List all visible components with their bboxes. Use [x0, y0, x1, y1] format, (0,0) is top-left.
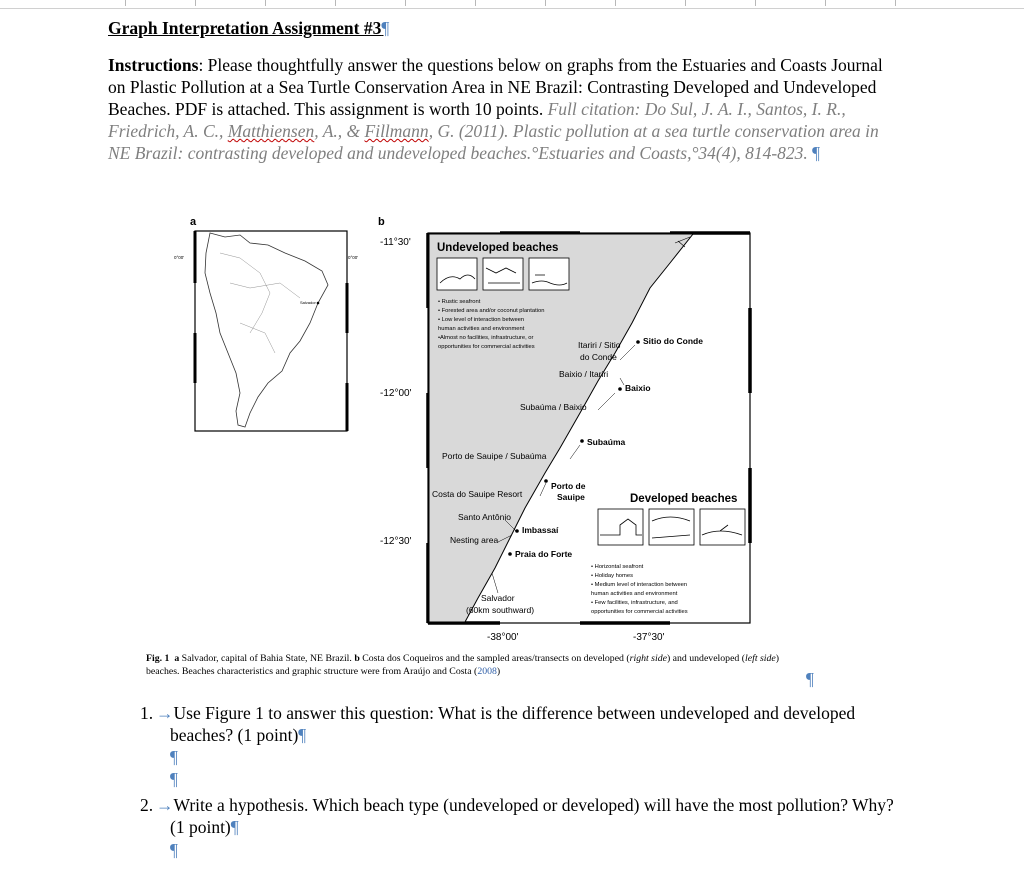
svg-text:Sitio do Conde: Sitio do Conde [643, 336, 703, 346]
developed-icons [598, 509, 745, 545]
svg-text:Salvador: Salvador [481, 593, 515, 603]
panel-b-label: b [378, 216, 385, 228]
svg-text:• Holiday homes: • Holiday homes [591, 573, 633, 579]
svg-text:Subaúma: Subaúma [587, 437, 626, 447]
panel-a-label: a [190, 216, 197, 228]
figure-1 [150, 213, 795, 651]
svg-text:• Rustic seafront: • Rustic seafront [438, 299, 481, 305]
svg-text:human activities and environme: human activities and environment [591, 591, 678, 597]
svg-text:• Medium level of interaction: • Medium level of interaction between [591, 582, 688, 588]
document-title: Graph Interpretation Assignment #3¶ [108, 18, 390, 38]
svg-text:Santo Antônio: Santo Antônio [458, 512, 511, 522]
svg-text:human activities and environme: human activities and environment [438, 326, 525, 332]
pilcrow: ¶ [170, 840, 178, 860]
svg-text:• Few facilities, infrastructu: • Few facilities, infrastructure, and [591, 600, 678, 606]
pilcrow: ¶ [170, 769, 178, 789]
svg-text:Nesting area: Nesting area [450, 535, 499, 545]
svg-text:•Almost no facilities, infrast: •Almost no facilities, infrastructure, or [438, 335, 534, 341]
citation: Full citation: Do Sul, J. A. I., Santos, I. R., Friedrich, A. C., Matthiensen, A., & Fillmann, G. (2011). Plastic pollution at a sea turtle conservation area in NE Brazil: contrasting developed and undeveloped beaches.°Estuaries and Coasts,°34(4), 814-823. [108, 99, 879, 163]
ruler [0, 0, 1024, 9]
undeveloped-title: Undeveloped beaches [437, 242, 559, 254]
svg-text:Porto de: Porto de [551, 481, 586, 491]
svg-text:Imbassaí: Imbassaí [522, 525, 559, 535]
instructions: Instructions: Please thoughtfully answer the questions below on graphs from the Estuaries and Coasts Journal on Plastic Pollution at a Sea Turtle Conservation Area in NE Brazil: Contrasting Developed and Undeveloped Beaches. PDF is attached. This assignment is worth 10 points. Full citation: Do Sul, J. A. I., Santos, I. R., Friedrich, A. C., Matthiensen, A., & Fillmann, G. (2011). Plastic pollution at a sea turtle conservation area in NE Brazil: contrasting developed and undeveloped beaches.°Estuaries and Coasts,°34(4), 814-823. ¶ [108, 55, 883, 163]
developed-title: Developed beaches [630, 493, 738, 505]
svg-text:opportunities for commercial a: opportunities for commercial activities [438, 344, 535, 350]
svg-text:-12°30': -12°30' [380, 536, 412, 547]
figure-caption: Fig. 1 a Salvador, capital of Bahia State, NE Brazil. b Costa dos Coqueiros and the sampled areas/transects on developed (right side) and undeveloped (left side) beaches. Beaches characteristics and graphic structure were from Araújo and Costa (2008) [146, 653, 780, 677]
undeveloped-icons [437, 258, 569, 290]
svg-text:Subaúma / Baixio: Subaúma / Baixio [520, 402, 587, 412]
svg-text:-37°30': -37°30' [633, 632, 665, 643]
citation-link[interactable]: 2008 [477, 666, 497, 677]
svg-text:Baixio / Itariri: Baixio / Itariri [559, 369, 609, 379]
svg-text:-38°00': -38°00' [487, 632, 519, 643]
svg-text:0°00': 0°00' [348, 255, 359, 260]
svg-text:-12°00': -12°00' [380, 388, 412, 399]
pilcrow: ¶ [806, 669, 814, 689]
svg-text:• Low level of interaction bet: • Low level of interaction between [438, 317, 525, 323]
question-1: 1. →Use Figure 1 to answer this question: What is the difference between undeveloped and developed beaches? (1 point)¶ [140, 703, 856, 745]
svg-text:0°00': 0°00' [174, 255, 185, 260]
svg-text:• Horizontal seafront: • Horizontal seafront [591, 564, 644, 570]
svg-text:Praia do Forte: Praia do Forte [515, 549, 573, 559]
svg-text:Porto de Sauipe / Subaúma: Porto de Sauipe / Subaúma [442, 451, 547, 461]
question-2: 2. →Write a hypothesis. Which beach type (undeveloped or developed) will have the most pollution? Why? (1 point)¶ [140, 795, 894, 837]
svg-text:opportunities for commercial a: opportunities for commercial activities [591, 609, 688, 615]
pilcrow: ¶ [170, 747, 178, 767]
svg-text:• Forested area and/or coconut: • Forested area and/or coconut plantation [438, 308, 545, 314]
svg-text:Itariri / Sitio: Itariri / Sitio [578, 340, 621, 350]
svg-text:Salvador: Salvador [300, 300, 316, 305]
svg-text:do Conde: do Conde [580, 352, 617, 362]
svg-text:Sauipe: Sauipe [557, 492, 585, 502]
svg-text:Costa do Sauipe Resort: Costa do Sauipe Resort [432, 489, 523, 499]
svg-text:Baixio: Baixio [625, 383, 651, 393]
svg-text:-11°30': -11°30' [380, 237, 411, 248]
svg-text:(60km southward): (60km southward) [466, 605, 535, 615]
